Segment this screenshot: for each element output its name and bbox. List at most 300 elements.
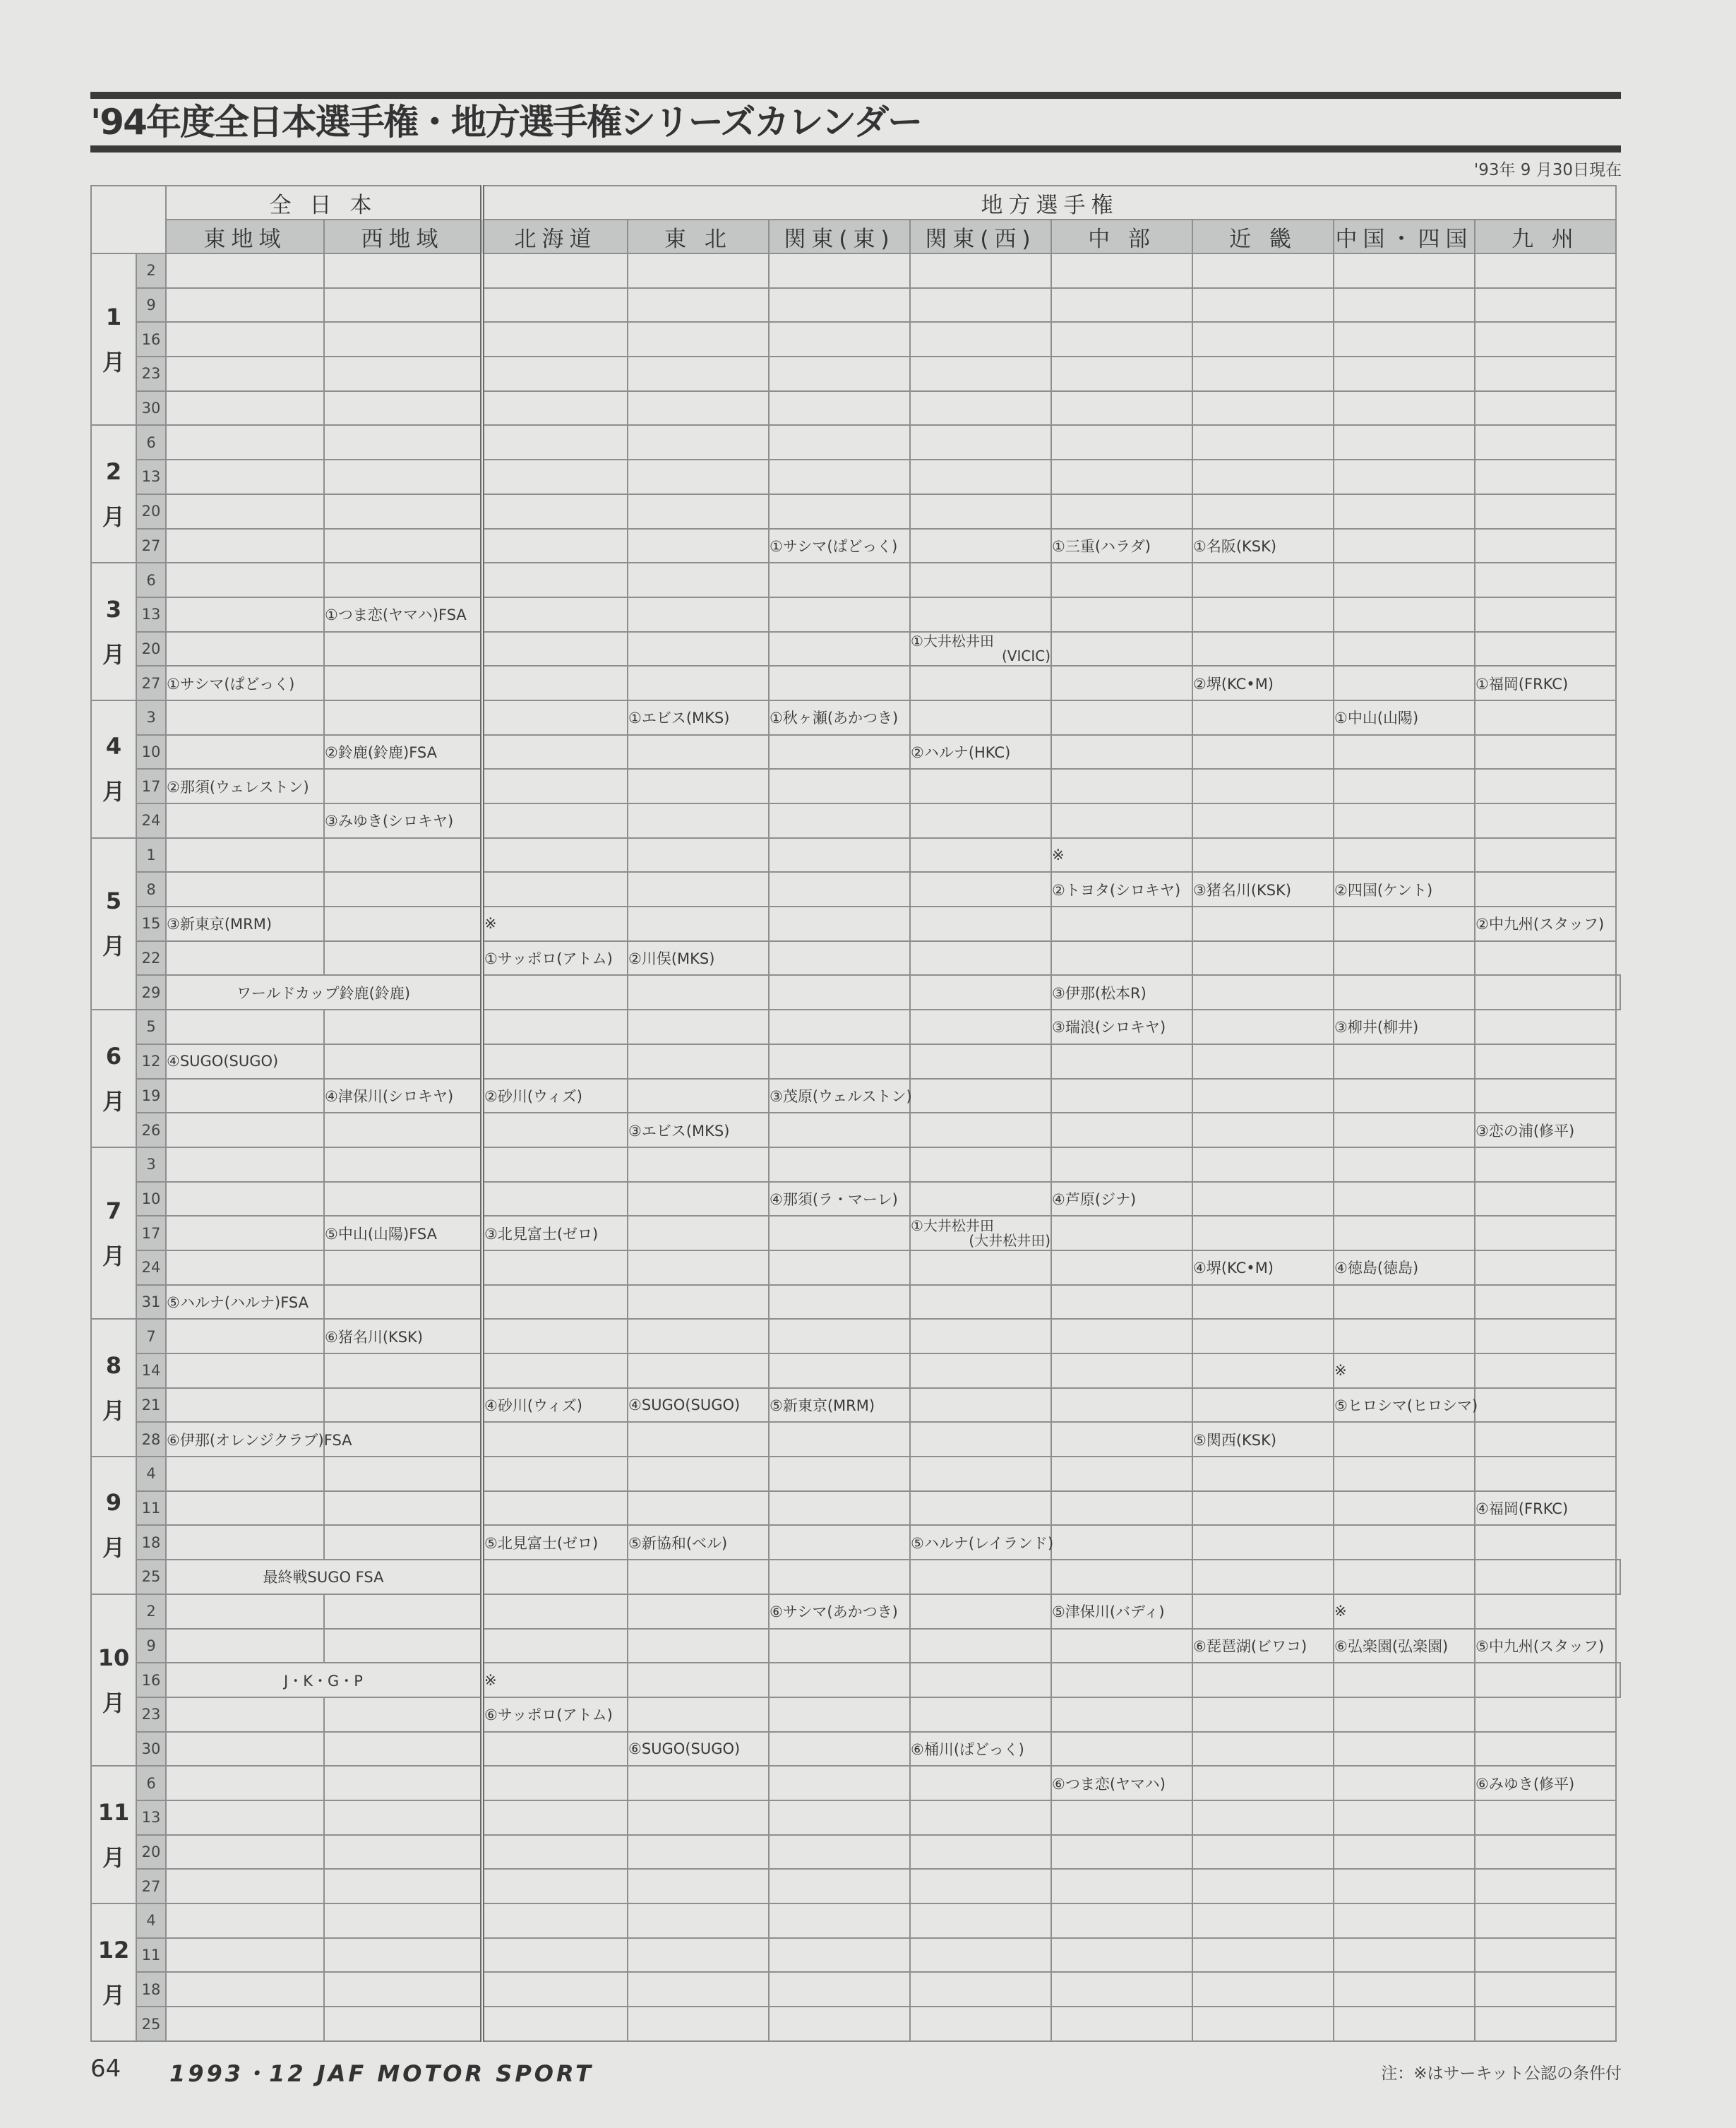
calendar-row bbox=[91, 425, 1620, 460]
event-cell-hokkaido bbox=[482, 1250, 628, 1285]
calendar-row bbox=[91, 838, 1620, 873]
event-cell-hokkaido: ①サッポロ(アトム) bbox=[482, 941, 628, 976]
event-cell-tohoku bbox=[628, 1938, 769, 1973]
event-cell-chugoku-shikoku: ①中山(山陽) bbox=[1334, 700, 1475, 735]
event-cell-kanto-east bbox=[769, 1250, 910, 1285]
calendar-row bbox=[91, 872, 1620, 907]
event-cell-chubu bbox=[1051, 907, 1192, 941]
event-cell-west: ②鈴鹿(鈴鹿)FSA bbox=[324, 735, 482, 770]
event-cell-chugoku-shikoku bbox=[1334, 1800, 1475, 1835]
calendar-row bbox=[91, 1560, 1620, 1594]
event-cell-kanto-west bbox=[910, 1422, 1051, 1457]
event-cell-chugoku-shikoku bbox=[1334, 1491, 1475, 1526]
event-cell-chubu bbox=[1051, 1903, 1192, 1938]
event-cell-kanto-east: ⑥サシマ(あかつき) bbox=[769, 1594, 910, 1629]
event-cell-west bbox=[324, 460, 482, 494]
event-cell-east bbox=[166, 1388, 324, 1423]
event-cell-chubu bbox=[1051, 1525, 1192, 1560]
calendar-row bbox=[91, 1800, 1620, 1835]
event-cell-chubu bbox=[1051, 1491, 1192, 1526]
day-number: 20 bbox=[136, 632, 166, 667]
event-cell-east bbox=[166, 1629, 324, 1663]
calendar-row bbox=[91, 803, 1620, 838]
calendar-row bbox=[91, 288, 1620, 323]
event-cell-west bbox=[324, 1285, 482, 1320]
event-cell-chubu bbox=[1051, 597, 1192, 632]
event-cell-kanto-west bbox=[910, 1697, 1051, 1732]
header-tohoku: 東 北 bbox=[628, 220, 769, 253]
event-cell-west bbox=[324, 872, 482, 907]
event-cell-kanto-west bbox=[910, 1869, 1051, 1903]
calendar-row bbox=[91, 1147, 1620, 1182]
event-cell-hokkaido bbox=[482, 1044, 628, 1079]
event-cell-east bbox=[166, 1147, 324, 1182]
event-cell-kanto-east bbox=[769, 666, 910, 700]
event-cell-kanto-east bbox=[769, 1491, 910, 1526]
event-cell-kanto-east bbox=[769, 1938, 910, 1973]
calendar-row bbox=[91, 1629, 1620, 1663]
event-cell-undefined bbox=[1616, 1663, 1620, 1697]
event-cell-kyushu bbox=[1475, 1525, 1616, 1560]
event-cell-tohoku bbox=[628, 1766, 769, 1800]
event-cell-kanto-west bbox=[910, 1010, 1051, 1044]
event-cell-east bbox=[166, 1079, 324, 1113]
event-cell-kinki: ⑤関西(KSK) bbox=[1192, 1422, 1334, 1457]
event-cell-hokkaido bbox=[482, 597, 628, 632]
calendar-row bbox=[91, 1869, 1620, 1903]
event-cell-kanto-east bbox=[769, 838, 910, 873]
event-cell-kanto-east bbox=[769, 1732, 910, 1767]
event-cell-kanto-west bbox=[910, 1629, 1051, 1663]
event-cell-kanto-east bbox=[769, 1903, 910, 1938]
event-cell-chugoku-shikoku bbox=[1334, 288, 1475, 323]
event-cell-tohoku bbox=[628, 838, 769, 873]
event-cell-kinki bbox=[1192, 1388, 1334, 1423]
event-cell-east bbox=[166, 1010, 324, 1044]
title-rule-top bbox=[90, 92, 1621, 99]
event-cell-kanto-east bbox=[769, 288, 910, 323]
event-cell-kanto-east bbox=[769, 1216, 910, 1250]
event-cell-hokkaido bbox=[482, 1182, 628, 1217]
event-cell-west bbox=[324, 1800, 482, 1835]
event-cell-chugoku-shikoku bbox=[1334, 1457, 1475, 1491]
event-cell-hokkaido bbox=[482, 632, 628, 667]
event-cell-west bbox=[324, 1972, 482, 2007]
event-cell-kanto-east bbox=[769, 1800, 910, 1835]
event-cell-kinki bbox=[1192, 2007, 1334, 2041]
event-cell-kinki bbox=[1192, 941, 1334, 976]
event-cell-hokkaido: ※ bbox=[482, 907, 628, 941]
day-number: 12 bbox=[136, 1044, 166, 1079]
event-cell-hokkaido bbox=[482, 1491, 628, 1526]
event-cell-east bbox=[166, 941, 324, 976]
event-cell-chubu bbox=[1051, 1835, 1192, 1870]
day-number: 24 bbox=[136, 1250, 166, 1285]
event-cell-hokkaido bbox=[482, 494, 628, 529]
event-cell-chubu bbox=[1051, 1319, 1192, 1353]
calendar-row bbox=[91, 391, 1620, 426]
event-cell-chubu bbox=[1051, 1972, 1192, 2007]
event-cell-kyushu bbox=[1475, 1697, 1616, 1732]
event-cell-west: ⑤中山(山陽)FSA bbox=[324, 1216, 482, 1250]
event-cell-chubu: ②トヨタ(シロキヤ) bbox=[1051, 872, 1192, 907]
event-cell-chugoku-shikoku bbox=[1334, 391, 1475, 426]
event-cell-kanto-east bbox=[769, 975, 910, 1010]
event-cell-kanto-west bbox=[910, 1457, 1051, 1491]
event-cell-chubu: ①三重(ハラダ) bbox=[1051, 529, 1192, 563]
event-cell-tohoku bbox=[628, 1044, 769, 1079]
event-cell-west bbox=[324, 1835, 482, 1870]
event-cell-hokkaido bbox=[482, 1113, 628, 1147]
event-cell-chubu: ⑤津保川(バディ) bbox=[1051, 1594, 1192, 1629]
event-cell-kinki bbox=[1192, 1491, 1334, 1526]
event-cell-hokkaido: ⑤北見富士(ゼロ) bbox=[482, 1525, 628, 1560]
event-cell-west bbox=[324, 357, 482, 391]
event-cell-kyushu bbox=[1475, 769, 1616, 803]
event-cell-kanto-west bbox=[910, 357, 1051, 391]
event-cell-chugoku-shikoku bbox=[1334, 735, 1475, 770]
event-cell-tohoku bbox=[628, 2007, 769, 2041]
event-cell-chubu bbox=[1051, 700, 1192, 735]
event-cell-kyushu bbox=[1475, 632, 1616, 667]
event-cell-west bbox=[324, 941, 482, 976]
event-cell-east: ⑥伊那(オレンジクラブ)FSA bbox=[166, 1422, 324, 1457]
event-cell-tohoku: ②川俣(MKS) bbox=[628, 941, 769, 976]
event-cell-west bbox=[324, 1147, 482, 1182]
event-cell-kinki bbox=[1192, 1766, 1334, 1800]
event-cell-chubu bbox=[1051, 253, 1192, 288]
event-cell-kyushu bbox=[1475, 1079, 1616, 1113]
event-cell-undefined bbox=[1616, 975, 1620, 1010]
event-cell-chubu bbox=[1051, 1422, 1192, 1457]
event-cell-hokkaido bbox=[482, 253, 628, 288]
event-cell-west bbox=[324, 1594, 482, 1629]
event-cell-chubu bbox=[1051, 1938, 1192, 1973]
calendar-row bbox=[91, 975, 1620, 1010]
event-cell-chubu: ⑥つま恋(ヤマハ) bbox=[1051, 1766, 1192, 1800]
event-cell-west bbox=[324, 1903, 482, 1938]
event-cell-tohoku bbox=[628, 1422, 769, 1457]
header-zennihon: 全 日 本 bbox=[166, 186, 482, 220]
event-cell-tohoku bbox=[628, 425, 769, 460]
event-cell-hokkaido bbox=[482, 735, 628, 770]
event-cell-tohoku: ⑥SUGO(SUGO) bbox=[628, 1732, 769, 1767]
event-cell-chugoku-shikoku bbox=[1334, 529, 1475, 563]
event-cell-east bbox=[166, 1697, 324, 1732]
day-number: 24 bbox=[136, 803, 166, 838]
event-cell-east bbox=[166, 872, 324, 907]
event-cell-hokkaido bbox=[482, 1594, 628, 1629]
event-cell-west bbox=[324, 1113, 482, 1147]
event-cell-east bbox=[166, 2007, 324, 2041]
event-cell-kyushu bbox=[1475, 1663, 1616, 1697]
event-cell-chubu bbox=[1051, 1869, 1192, 1903]
event-cell-east bbox=[166, 1353, 324, 1388]
event-cell-east bbox=[166, 1800, 324, 1835]
event-cell-tohoku bbox=[628, 975, 769, 1010]
event-cell-kyushu bbox=[1475, 1422, 1616, 1457]
event-cell-kinki bbox=[1192, 769, 1334, 803]
event-cell-chubu bbox=[1051, 1353, 1192, 1388]
event-cell-west bbox=[324, 1388, 482, 1423]
event-cell-west bbox=[324, 1457, 482, 1491]
event-cell-tohoku bbox=[628, 563, 769, 597]
event-cell-kanto-west bbox=[910, 563, 1051, 597]
event-cell-east bbox=[166, 460, 324, 494]
event-cell-kinki bbox=[1192, 1147, 1334, 1182]
event-cell-chugoku-shikoku bbox=[1334, 494, 1475, 529]
event-cell-east bbox=[166, 1594, 324, 1629]
event-cell-kanto-west bbox=[910, 1250, 1051, 1285]
event-cell-kanto-east bbox=[769, 322, 910, 357]
event-cell-tohoku bbox=[628, 1869, 769, 1903]
event-cell-west bbox=[324, 1525, 482, 1560]
event-cell-chugoku-shikoku: ③柳井(柳井) bbox=[1334, 1010, 1475, 1044]
magazine-name: 1993・12 JAF MOTOR SPORT bbox=[169, 2060, 594, 2087]
event-cell-kinki bbox=[1192, 1835, 1334, 1870]
event-cell-east bbox=[166, 563, 324, 597]
event-cell-tohoku bbox=[628, 322, 769, 357]
event-cell-hokkaido: ⑥サッポロ(アトム) bbox=[482, 1697, 628, 1732]
calendar-row bbox=[91, 1835, 1620, 1870]
event-cell-kyushu bbox=[1475, 494, 1616, 529]
event-cell-kanto-west bbox=[910, 1835, 1051, 1870]
event-cell-kanto-east bbox=[769, 1319, 910, 1353]
event-cell-west bbox=[324, 563, 482, 597]
event-cell-west bbox=[324, 632, 482, 667]
event-cell-kyushu bbox=[1475, 1010, 1616, 1044]
event-cell-kyushu bbox=[1475, 1800, 1616, 1835]
event-cell-chubu bbox=[1051, 1388, 1192, 1423]
event-cell-kanto-west bbox=[910, 1113, 1051, 1147]
event-cell-chugoku-shikoku bbox=[1334, 1147, 1475, 1182]
event-cell-west bbox=[324, 1869, 482, 1903]
event-cell-tohoku bbox=[628, 1353, 769, 1388]
event-cell-kanto-east bbox=[769, 941, 910, 976]
event-cell-east bbox=[166, 1457, 324, 1491]
event-cell-kanto-west bbox=[910, 288, 1051, 323]
event-cell-chubu: ③伊那(松本R) bbox=[1051, 975, 1192, 1010]
event-cell-chugoku-shikoku: ②四国(ケント) bbox=[1334, 872, 1475, 907]
event-cell-kinki bbox=[1192, 322, 1334, 357]
event-cell-tohoku bbox=[628, 1663, 769, 1697]
event-cell-kyushu bbox=[1475, 1972, 1616, 2007]
event-cell-kyushu bbox=[1475, 1869, 1616, 1903]
event-cell-tohoku bbox=[628, 529, 769, 563]
header-chubu: 中 部 bbox=[1051, 220, 1192, 253]
event-cell-east: ③新東京(MRM) bbox=[166, 907, 324, 941]
event-cell-tohoku bbox=[628, 1147, 769, 1182]
event-cell-kanto-west bbox=[910, 1560, 1051, 1594]
event-cell-kinki bbox=[1192, 1319, 1334, 1353]
event-cell-kinki bbox=[1192, 1800, 1334, 1835]
event-cell-kanto-west bbox=[910, 1147, 1051, 1182]
day-number: 13 bbox=[136, 1800, 166, 1835]
event-cell-west bbox=[324, 253, 482, 288]
event-cell-kanto-west bbox=[910, 494, 1051, 529]
event-cell-kanto-west bbox=[910, 1663, 1051, 1697]
event-cell-chubu bbox=[1051, 1629, 1192, 1663]
event-cell-kanto-west bbox=[910, 1594, 1051, 1629]
event-cell-east bbox=[166, 1869, 324, 1903]
event-cell-west bbox=[324, 700, 482, 735]
calendar-row bbox=[91, 1010, 1620, 1044]
event-cell-kinki bbox=[1192, 494, 1334, 529]
day-number: 16 bbox=[136, 1663, 166, 1697]
event-cell-kanto-east bbox=[769, 563, 910, 597]
event-cell-west bbox=[324, 838, 482, 873]
event-cell-kyushu bbox=[1475, 1353, 1616, 1388]
event-cell-east: ④SUGO(SUGO) bbox=[166, 1044, 324, 1079]
event-cell-tohoku bbox=[628, 1835, 769, 1870]
event-cell-kanto-west bbox=[910, 425, 1051, 460]
event-cell-chugoku-shikoku bbox=[1334, 1697, 1475, 1732]
event-cell-east bbox=[166, 1972, 324, 2007]
event-cell-kanto-west bbox=[910, 1388, 1051, 1423]
footnote: 注：※はサーキット公認の条件付 bbox=[1381, 2064, 1622, 2083]
event-cell-kanto-west bbox=[910, 1353, 1051, 1388]
event-cell-chugoku-shikoku bbox=[1334, 1113, 1475, 1147]
event-cell-tohoku bbox=[628, 253, 769, 288]
event-cell-kanto-east bbox=[769, 1044, 910, 1079]
event-cell-kanto-west bbox=[910, 838, 1051, 873]
event-cell-chugoku-shikoku bbox=[1334, 357, 1475, 391]
event-cell-kanto-east bbox=[769, 1560, 910, 1594]
event-cell-chubu bbox=[1051, 322, 1192, 357]
event-cell-chugoku-shikoku: ④徳島(徳島) bbox=[1334, 1250, 1475, 1285]
event-cell-west bbox=[324, 494, 482, 529]
event-cell-tohoku bbox=[628, 1319, 769, 1353]
event-cell-tohoku bbox=[628, 1629, 769, 1663]
event-cell-tohoku: ①エビス(MKS) bbox=[628, 700, 769, 735]
day-number: 14 bbox=[136, 1353, 166, 1388]
calendar-row bbox=[91, 1113, 1620, 1147]
event-cell-west bbox=[324, 1732, 482, 1767]
event-cell-east bbox=[166, 1525, 324, 1560]
event-cell-kyushu bbox=[1475, 563, 1616, 597]
event-cell-west bbox=[324, 1938, 482, 1973]
event-cell-chugoku-shikoku bbox=[1334, 1903, 1475, 1938]
event-cell-hokkaido bbox=[482, 1560, 628, 1594]
event-cell-kyushu bbox=[1475, 941, 1616, 976]
event-cell-kanto-west: ①大井松井田 (VICIC) bbox=[910, 632, 1051, 667]
event-cell-kanto-west bbox=[910, 2007, 1051, 2041]
event-cell-chubu bbox=[1051, 769, 1192, 803]
event-cell-chubu bbox=[1051, 288, 1192, 323]
event-cell-chubu bbox=[1051, 666, 1192, 700]
event-cell-hokkaido bbox=[482, 1010, 628, 1044]
event-cell-chubu bbox=[1051, 1147, 1192, 1182]
event-cell-chugoku-shikoku: ⑥弘楽園(弘楽園) bbox=[1334, 1629, 1475, 1663]
calendar-row bbox=[91, 1044, 1620, 1079]
event-cell-kanto-east bbox=[769, 1629, 910, 1663]
event-cell-zennihon-shared: ワールドカップ鈴鹿(鈴鹿) bbox=[166, 975, 482, 1010]
event-cell-hokkaido bbox=[482, 1903, 628, 1938]
event-cell-chugoku-shikoku bbox=[1334, 632, 1475, 667]
month-label: 5 月 bbox=[91, 838, 136, 1010]
calendar-row bbox=[91, 1697, 1620, 1732]
event-cell-kyushu bbox=[1475, 357, 1616, 391]
event-cell-kyushu: ④福岡(FRKC) bbox=[1475, 1491, 1616, 1526]
calendar-row bbox=[91, 2007, 1620, 2041]
event-cell-west bbox=[324, 1491, 482, 1526]
day-number: 25 bbox=[136, 2007, 166, 2041]
event-cell-chugoku-shikoku bbox=[1334, 1182, 1475, 1217]
event-cell-hokkaido bbox=[482, 391, 628, 426]
event-cell-east bbox=[166, 1113, 324, 1147]
month-label: 10 月 bbox=[91, 1594, 136, 1766]
event-cell-east bbox=[166, 1835, 324, 1870]
calendar-row bbox=[91, 907, 1620, 941]
event-cell-kanto-west bbox=[910, 1044, 1051, 1079]
event-cell-chugoku-shikoku bbox=[1334, 1285, 1475, 1320]
event-cell-west bbox=[324, 1353, 482, 1388]
event-cell-chugoku-shikoku bbox=[1334, 666, 1475, 700]
event-cell-east bbox=[166, 597, 324, 632]
day-number: 18 bbox=[136, 1972, 166, 2007]
calendar-row bbox=[91, 1422, 1620, 1457]
event-cell-chubu bbox=[1051, 803, 1192, 838]
event-cell-chugoku-shikoku bbox=[1334, 941, 1475, 976]
event-cell-kyushu bbox=[1475, 1457, 1616, 1491]
calendar-row bbox=[91, 1079, 1620, 1113]
event-cell-east bbox=[166, 803, 324, 838]
event-cell-east: ⑤ハルナ(ハルナ)FSA bbox=[166, 1285, 324, 1320]
event-cell-kyushu bbox=[1475, 529, 1616, 563]
day-number: 23 bbox=[136, 357, 166, 391]
month-label: 6 月 bbox=[91, 1010, 136, 1147]
header-west: 西地域 bbox=[324, 220, 482, 253]
event-cell-hokkaido bbox=[482, 803, 628, 838]
event-cell-chugoku-shikoku: ※ bbox=[1334, 1594, 1475, 1629]
day-number: 27 bbox=[136, 1869, 166, 1903]
day-number: 25 bbox=[136, 1560, 166, 1594]
event-cell-kyushu bbox=[1475, 2007, 1616, 2041]
event-cell-kyushu bbox=[1475, 1835, 1616, 1870]
event-cell-chugoku-shikoku: ⑤ヒロシマ(ヒロシマ) bbox=[1334, 1388, 1475, 1423]
event-cell-kyushu bbox=[1475, 597, 1616, 632]
event-cell-tohoku bbox=[628, 1800, 769, 1835]
calendar-row bbox=[91, 1388, 1620, 1423]
day-number: 19 bbox=[136, 1079, 166, 1113]
event-cell-chugoku-shikoku bbox=[1334, 460, 1475, 494]
event-cell-kanto-west bbox=[910, 700, 1051, 735]
event-cell-kinki bbox=[1192, 700, 1334, 735]
event-cell-kyushu bbox=[1475, 1560, 1616, 1594]
event-cell-kyushu bbox=[1475, 1388, 1616, 1423]
event-cell-hokkaido bbox=[482, 425, 628, 460]
day-number: 27 bbox=[136, 529, 166, 563]
event-cell-kanto-west bbox=[910, 322, 1051, 357]
event-cell-kanto-east bbox=[769, 1113, 910, 1147]
header-kinki: 近 畿 bbox=[1192, 220, 1334, 253]
header-hokkaido: 北海道 bbox=[482, 220, 628, 253]
event-cell-kyushu bbox=[1475, 1182, 1616, 1217]
event-cell-chubu bbox=[1051, 1250, 1192, 1285]
event-cell-hokkaido bbox=[482, 769, 628, 803]
event-cell-kyushu: ③恋の浦(修平) bbox=[1475, 1113, 1616, 1147]
event-cell-hokkaido bbox=[482, 1457, 628, 1491]
calendar-row bbox=[91, 1525, 1620, 1560]
event-cell-kinki bbox=[1192, 803, 1334, 838]
event-cell-kanto-east bbox=[769, 425, 910, 460]
event-cell-east bbox=[166, 425, 324, 460]
event-cell-kanto-east bbox=[769, 907, 910, 941]
event-cell-hokkaido bbox=[482, 700, 628, 735]
event-cell-kyushu bbox=[1475, 288, 1616, 323]
event-cell-chugoku-shikoku bbox=[1334, 563, 1475, 597]
event-cell-tohoku bbox=[628, 1216, 769, 1250]
